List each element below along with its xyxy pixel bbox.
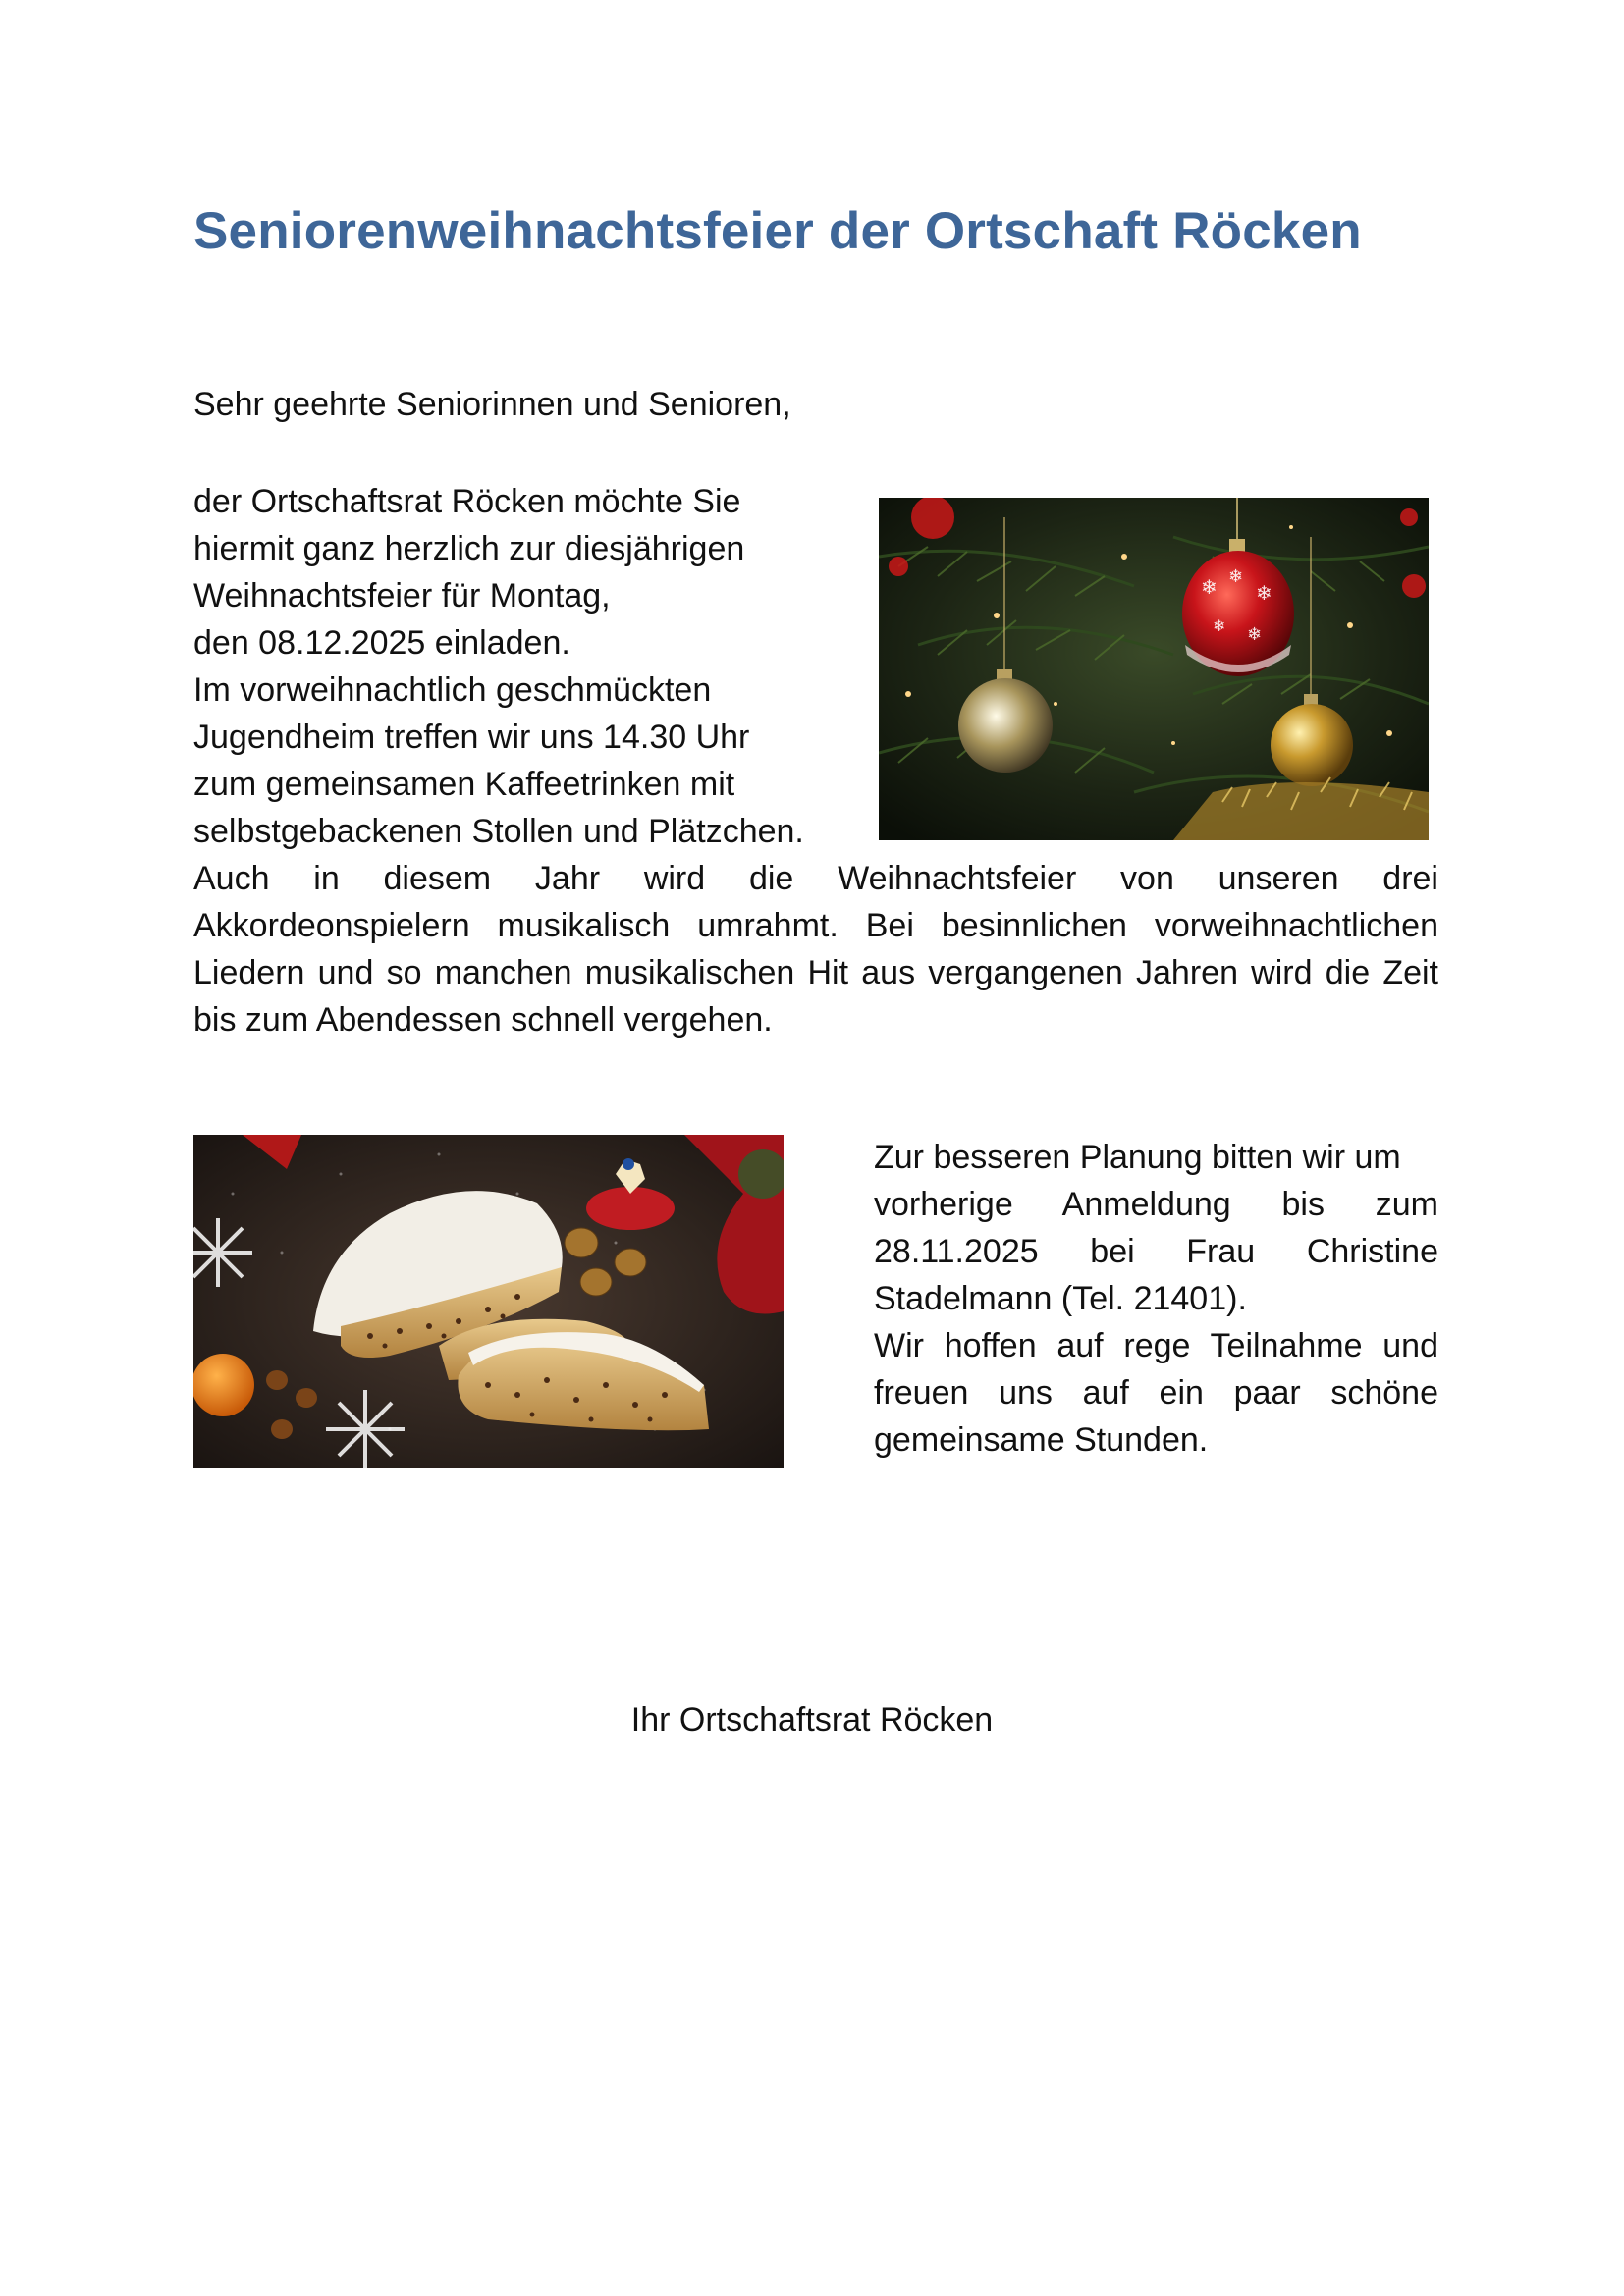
invitation-paragraph	[193, 478, 871, 855]
svg-text:❄: ❄	[1256, 581, 1272, 605]
paragraph-line: 28.11.2025 bei Frau Christine	[874, 1233, 1438, 1270]
paragraph-line: hiermit ganz herzlich zur diesjährigen	[193, 530, 745, 567]
document-title: Seniorenweihnachtsfeier der Ortschaft Röcken	[193, 202, 1362, 260]
svg-text:❄: ❄	[1201, 575, 1218, 599]
svg-text:❄: ❄	[1228, 566, 1244, 587]
paragraph-line: Jugendheim treffen wir uns 14.30 Uhr	[193, 719, 750, 756]
paragraph-line: zum gemeinsamen Kaffeetrinken mit	[193, 766, 735, 803]
paragraph-line: Stadelmann (Tel. 21401).	[874, 1280, 1247, 1317]
paragraph-line: freuen uns auf ein paar schöne	[874, 1374, 1438, 1412]
paragraph-line: Wir hoffen auf rege Teilnahme und	[874, 1327, 1438, 1364]
greeting: Sehr geehrte Seniorinnen und Senioren,	[193, 386, 791, 423]
paragraph-line: den 08.12.2025 einladen.	[193, 624, 570, 662]
christmas-tree-ornaments-image	[879, 498, 1429, 840]
christmas-stollen-image	[193, 1135, 784, 1468]
paragraph-line: Akkordeonspielern musikalisch umrahmt. Bei besinnlichen vorweihnachtlichen	[193, 907, 1438, 944]
closing-signature: Ihr Ortschaftsrat Röcken	[630, 1701, 994, 1738]
music-paragraph	[193, 855, 1438, 1043]
paragraph-line: bis zum Abendessen schnell vergehen.	[193, 1001, 773, 1039]
registration-paragraph	[874, 1134, 1438, 1464]
paragraph-line: vorherige Anmeldung bis zum	[874, 1186, 1438, 1223]
paragraph-line: Zur besseren Planung bitten wir um	[874, 1139, 1401, 1176]
christmas-tree-photo	[879, 498, 1429, 840]
paragraph-line: der Ortschaftsrat Röcken möchte Sie	[193, 483, 741, 520]
svg-text:❄: ❄	[1213, 616, 1226, 635]
paragraph-line: Im vorweihnachtlich geschmückten	[193, 671, 712, 709]
paragraph-line: Liedern und so manchen musikalischen Hit aus vergangenen Jahren wird die Zeit	[193, 954, 1438, 991]
paragraph-line: gemeinsame Stunden.	[874, 1421, 1209, 1459]
paragraph-line: Weihnachtsfeier für Montag,	[193, 577, 611, 614]
svg-text:❄: ❄	[1247, 624, 1263, 645]
paragraph-line: Auch in diesem Jahr wird die Weihnachtsfeier von unseren drei	[193, 860, 1438, 897]
paragraph-line: selbstgebackenen Stollen und Plätzchen.	[193, 813, 804, 850]
christmas-stollen-photo	[193, 1135, 784, 1468]
